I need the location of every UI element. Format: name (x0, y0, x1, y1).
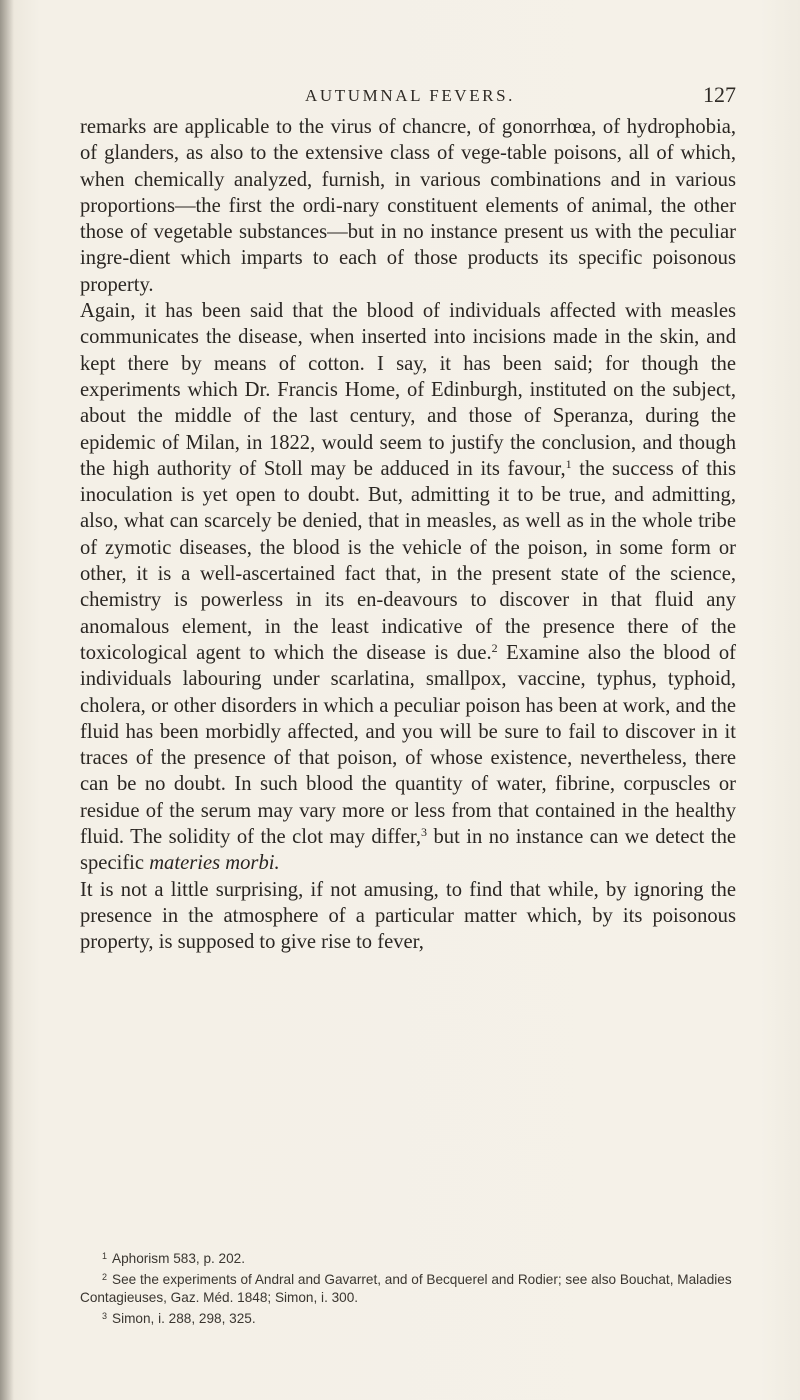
body-text (80, 114, 736, 956)
paragraph-2-text-a: Again, it has been said that the blood of individuals affected with measles communicates the disease, when inserted into incisions made in the skin, and kept there by means of cotton. I say, it has been said; for though the experiments which Dr. Francis Home, of Edinburgh, instituted on the subject, about the middle of the last century, and those of Speranza, during the epidemic of Milan, in 1822, would seem to justify the conclusion, and though the high authority of Stoll may be adduced in its favour, (80, 300, 736, 480)
footnote-ref-3[interactable]: 3 (421, 825, 428, 840)
page-number: 127 (703, 82, 736, 107)
footnote-3 (80, 1307, 736, 1328)
footnote-ref-2[interactable]: 2 (491, 640, 498, 655)
footnote-marker: 3 (102, 1311, 108, 1321)
paragraph-2 (80, 298, 736, 877)
footnotes (80, 1247, 736, 1328)
paragraph-2-text-d: but in no instance can we detect the specific (80, 826, 737, 875)
footnote-1 (80, 1247, 736, 1268)
paragraph-2-text-c: Examine also the blood of individuals labouring under scarlatina, smallpox, vaccine, typhus, typhoid, cholera, or other disorders in which a peculiar poison has been at work, and the fluid has been morbidly affected, and you will be sure to fail to discover in it traces of the presence of that poison, of whose existence, nevertheless, there can be no doubt. In such blood the quantity of water, fibrine, corpuscles or residue of the serum may vary more or less from that contained in the healthy fluid. The solidity of the clot may differ, (80, 641, 736, 849)
footnote-ref-1[interactable]: 1 (565, 456, 572, 471)
footnote-marker: 2 (102, 1272, 108, 1282)
footnote-2 (80, 1268, 736, 1307)
binding-shadow (0, 0, 14, 1400)
italic-term: materies morbi. (149, 852, 280, 875)
paragraph-1: remarks are applicable to the virus of chancre, of gonorrhœa, of hydrophobia, of glanders, as also to the extensive class of vege-table poisons, all of which, when chemically analyzed, furnish, in various combinations and in various proportions—the first the ordi-nary constituent elements of animal, the other those of vegetable substances—but in no instance present us with the peculiar ingre-dient which imparts to each of those products its specific poisonous property. (80, 116, 736, 296)
footnote-marker: 1 (102, 1251, 108, 1261)
running-head: AUTUMNAL FEVERS. (304, 86, 516, 105)
paragraph-3: It is not a little surprising, if not amusing, to find that while, by ignoring the presence in the atmosphere of a particular matter which, by its poisonous property, is supposed to give rise to fever, (80, 878, 736, 954)
footnote-text: See the experiments of Andral and Gavarret, and of Becquerel and Rodier; see also Bouchat, Maladies Contagieuses, Gaz. Méd. 1848; Simon, i. 300. (80, 1272, 732, 1305)
footnote-text: Simon, i. 288, 298, 325. (112, 1311, 256, 1326)
footnote-text: Aphorism 583, p. 202. (112, 1251, 246, 1266)
paragraph-2-text-b: the success of this inoculation is yet open to doubt. But, admitting it to be true, and admitting, also, what can scarcely be denied, that in measles, as well as in the whole tribe of zymotic diseases, the blood is the vehicle of the poison, in some form or other, it is a well-ascertained fact that, in the present state of the science, chemistry is powerless in its en-deavours to discover in that fluid any anomalous element, in the least indicative of the presence there of the toxicological agent to which the disease is due. (80, 457, 736, 664)
